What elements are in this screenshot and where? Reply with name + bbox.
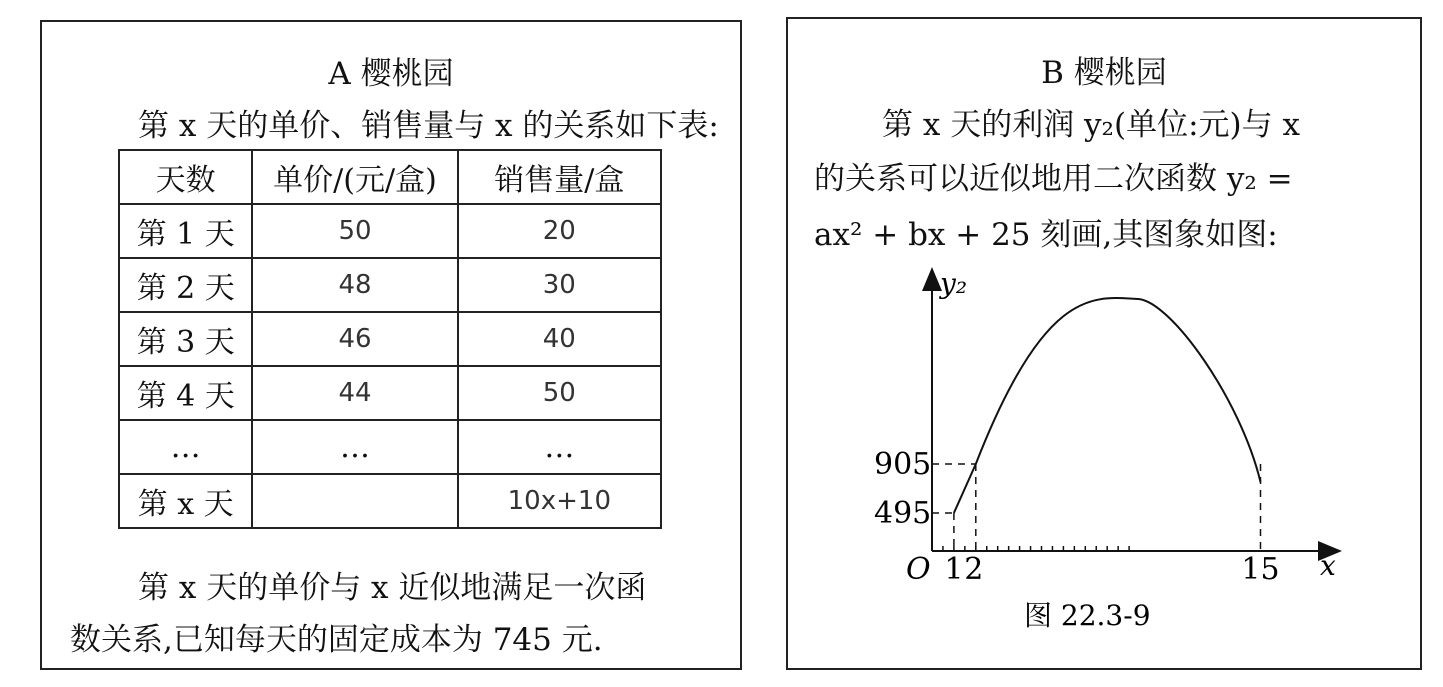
y-tick-label-905: 905 — [874, 447, 932, 482]
table-row — [119, 366, 661, 420]
cell-sales: 30 — [458, 258, 661, 312]
header-day: 天数 — [119, 150, 252, 204]
table-row — [119, 204, 661, 258]
header-sales: 销售量/盒 — [458, 150, 661, 204]
cell-sales: 20 — [458, 204, 661, 258]
cell-price: 50 — [252, 204, 457, 258]
y-axis-label: y₂ — [940, 267, 968, 300]
cell-day: 第 1 天 — [119, 204, 252, 258]
x-tick-label-15: 15 — [1241, 552, 1280, 587]
profit-curve — [954, 298, 1261, 513]
y-tick-label-495: 495 — [874, 496, 932, 531]
table-row — [119, 474, 661, 528]
cell-price: 44 — [252, 366, 457, 420]
cell-day: 第 4 天 — [119, 366, 252, 420]
cell-day: … — [119, 420, 252, 474]
price-sales-table — [118, 149, 662, 529]
table-row — [119, 258, 661, 312]
panel-a-footer-line2: 数关系,已知每天的固定成本为 745 元. — [70, 622, 603, 658]
cell-sales: 10x+10 — [458, 474, 661, 528]
cell-day: 第 x 天 — [119, 474, 252, 528]
cell-price — [252, 474, 457, 528]
panel-b-title: B 樱桃园 — [1041, 55, 1167, 91]
cell-price: 46 — [252, 312, 457, 366]
panel-a-intro: 第 x 天的单价、销售量与 x 的关系如下表: — [138, 108, 719, 144]
panel-a-cherry-orchard — [40, 20, 742, 670]
x-tick-label-1: 1 — [944, 552, 964, 587]
header-unit-price: 单价/(元/盒) — [252, 150, 457, 204]
cell-day: 第 3 天 — [119, 312, 252, 366]
cell-price: … — [252, 420, 457, 474]
dashed-guides — [932, 464, 1261, 551]
panel-b-cherry-orchard — [786, 17, 1422, 670]
figure-caption: 图 22.3-9 — [1024, 599, 1151, 632]
cell-sales: … — [458, 420, 661, 474]
cell-price: 48 — [252, 258, 457, 312]
panel-b-desc-line1: 第 x 天的利润 y₂(单位:元)与 x — [882, 107, 1300, 143]
panel-a-footer-line1: 第 x 天的单价与 x 近似地满足一次函 — [138, 570, 647, 606]
cell-day: 第 2 天 — [119, 258, 252, 312]
cell-sales: 50 — [458, 366, 661, 420]
table-header-row — [119, 150, 661, 204]
panel-b-desc-line3: ax² + bx + 25 刻画,其图象如图: — [814, 217, 1278, 253]
panel-b-desc-line2: 的关系可以近似地用二次函数 y₂ = — [814, 161, 1293, 197]
x-tick-label-2: 2 — [964, 552, 984, 587]
x-axis-label: x — [1320, 549, 1336, 582]
table-row — [119, 420, 661, 474]
profit-graph — [788, 19, 1420, 668]
origin-label: O — [906, 552, 931, 587]
cell-sales: 40 — [458, 312, 661, 366]
panel-a-title: A 樱桃园 — [328, 56, 454, 92]
table-row — [119, 312, 661, 366]
